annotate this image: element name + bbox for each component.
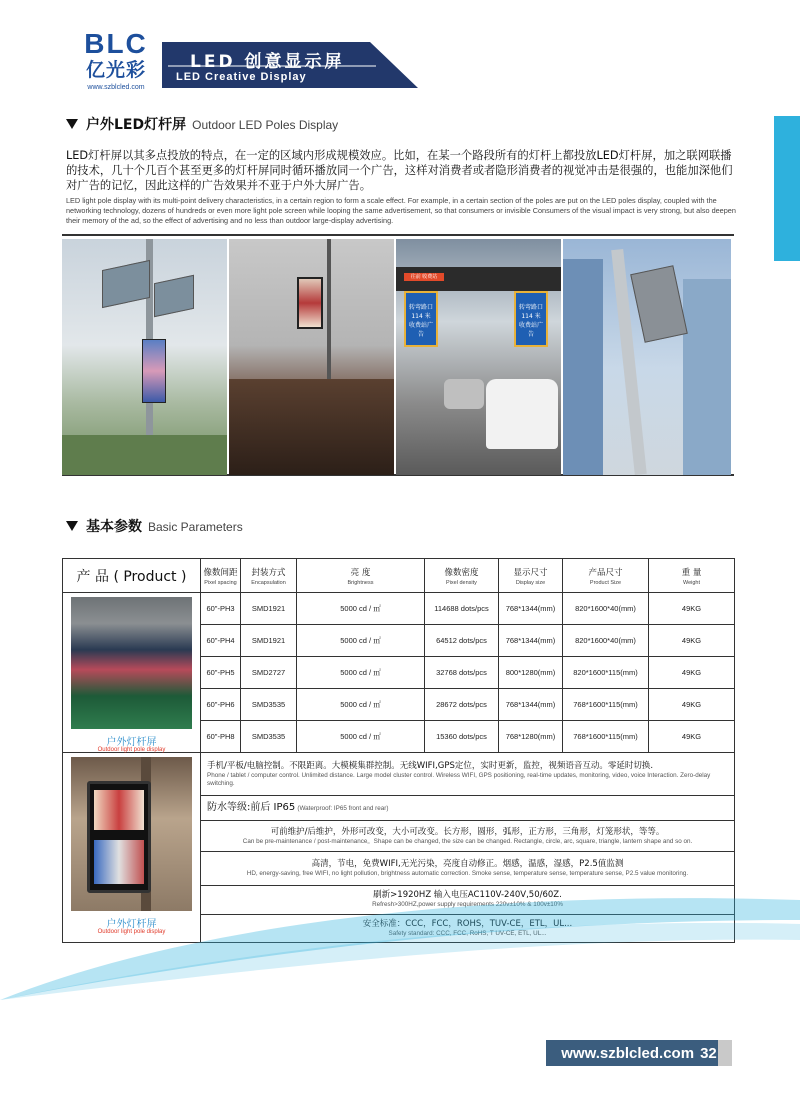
logo-mark: BLC bbox=[84, 28, 148, 59]
table-row: 60"-PH8 SMD3535 5000 cd / ㎡ 15360 dots/pcs 768*1280(mm) 768*1600*115(mm) 49KG bbox=[63, 721, 735, 753]
header-brightness: 亮 度 Brightness bbox=[297, 559, 425, 593]
table-row: 60"-PH4 SMD1921 5000 cd / ㎡ 64512 dots/pcs 768*1344(mm) 820*1600*40(mm) 49KG bbox=[63, 625, 735, 657]
header-weight: 重 量 Weight bbox=[649, 559, 735, 593]
banner-title: LED 创意显示屏 bbox=[190, 52, 345, 72]
feature-maintenance: 可前维护/后维护，外形可改变，大小可改变。长方形，圆形，弧形，正方形，三角形，灯笼形状，等等。 Can be pre-maintenance / post-maintenance。Shape can be changed, the size can be changed. Rectangle, circle, arc, square, triangle, lantern shape and so on. bbox=[201, 821, 735, 852]
product-image-cell-2 bbox=[63, 753, 201, 943]
product-image-cell bbox=[63, 593, 201, 753]
header-product: 产 品 ( Product ) bbox=[63, 559, 201, 593]
section-title-cn: 户外LED灯杆屏 bbox=[86, 117, 187, 133]
pole-led-screen bbox=[142, 339, 166, 403]
photo-city-pole bbox=[563, 239, 731, 475]
product-caption-cn: 户外灯杆屏 bbox=[106, 919, 157, 930]
toll-led-screen-right: 转弯路口 114 米 收费站广告 bbox=[514, 291, 548, 347]
intro-paragraph-cn: LED灯杆屏以其多点投放的特点，在一定的区域内形成规模效应。比如，在某一个路段所有的灯杆上都投放LED灯杆屏，加之联网联播的技术，几十个几百个甚至更多的灯杆屏同时循环播放同一个广告，这样对消费者或者隐形消费者的视觉冲击是很强的，也能加深他们对广告的记忆，因此这样的广告效果并不亚于户外大屏广告。 bbox=[66, 149, 733, 192]
footer-accent bbox=[718, 1040, 732, 1066]
product-photo-row bbox=[71, 597, 192, 729]
brand-logo bbox=[80, 30, 152, 91]
table-row: 60"-PH5 SMD2727 5000 cd / ㎡ 32768 dots/pcs 800*1280(mm) 820*1600*115(mm) 49KG bbox=[63, 657, 735, 689]
footer-url: www.szblcled.com bbox=[561, 1044, 695, 1062]
footer-bar bbox=[546, 1040, 732, 1066]
header-display-size: 显示尺寸 Display size bbox=[499, 559, 563, 593]
category-banner bbox=[162, 42, 418, 88]
params-table bbox=[62, 558, 735, 943]
photo-solar-pole bbox=[62, 239, 227, 475]
header-encapsulation: 封装方式 Encapsulation bbox=[241, 559, 297, 593]
feature-control: 手机/平板/电脑控制。不限距离。大模模集群控制。无线WIFI,GPS定位，实时更新，监控，视频语音互动。零延时切换. Phone / tablet / computer control. Unlimited distance. Large model cluster control. Wireless WIFI, GPS positioning, real-time updates, monitoring, video, voice Interaction. Zero-delay switching. bbox=[201, 753, 735, 796]
section-title-cn: 基本参数 bbox=[86, 519, 142, 535]
photo-toll-station bbox=[396, 239, 561, 475]
logo-url: www.szblcled.com bbox=[87, 84, 145, 91]
feature-safety: 安全标准：CCC，FCC，ROHS，TUV-CE，ETL，UL... Safety standard: CCC, FCC, RoHS, T UV-CE, ETL, UL... bbox=[201, 914, 735, 943]
header-pixel-density: 像数密度 Pixel density bbox=[425, 559, 499, 593]
toll-led-screen-left: 转弯路口 114 米 收费站广告 bbox=[404, 291, 438, 347]
table-row: 户外灯杆屏 Outdoor light pole display 60"-PH3 SMD1921 5000 cd / ㎡ 114688 dots/pcs 768*1344(mm) 820*1600*40(mm) 49KG bbox=[63, 593, 735, 625]
feature-energy: 高清，节电，免费WIFI,无光污染，亮度自动修正。烟感，温感，湿感，P2.5值监测 HD, energy-saving, free WIFI, no light pollution, brightness automatic correction. Smoke sense, temperature sense, temperature sense, P2.5 value monitoring. bbox=[201, 852, 735, 885]
feature-refresh: 刷新>1920HZ 输入电压AC110V-240V,50/60Z. Refresh>300HZ,power supply requirements 220v±10% & 100v±10% bbox=[201, 885, 735, 914]
photo-street-pole bbox=[229, 239, 394, 475]
page-number: 32 bbox=[700, 1044, 717, 1062]
product-caption-en: Outdoor light pole display bbox=[97, 747, 166, 753]
product-caption-cn: 户外灯杆屏 bbox=[106, 737, 157, 748]
solar-panel-right bbox=[154, 275, 194, 318]
feature-row bbox=[63, 753, 735, 796]
product-caption-en: Outdoor light pole display bbox=[97, 929, 166, 935]
solar-panel-left bbox=[102, 260, 150, 308]
pole-led-screen bbox=[87, 781, 151, 893]
pole-led-screen bbox=[297, 277, 323, 329]
side-accent-tab bbox=[774, 116, 800, 261]
toll-sign: 往前 收费站 bbox=[404, 273, 444, 281]
header-pixel-spacing: 像数间距 Pixel spacing bbox=[201, 559, 241, 593]
table-row: 60"-PH6 SMD3535 5000 cd / ㎡ 28672 dots/pcs 768*1344(mm) 768*1600*115(mm) 49KG bbox=[63, 689, 735, 721]
section-heading-params bbox=[66, 516, 243, 536]
logo-chinese-name: 亿光彩 bbox=[85, 59, 146, 81]
product-photo-pole bbox=[71, 757, 192, 911]
feature-waterproof: 防水等级:前后 IP65 (Waterproof: IP65 front and rear) bbox=[201, 796, 735, 821]
section-heading-outdoor bbox=[66, 114, 338, 134]
table-header-row bbox=[63, 559, 735, 593]
section-title-en: Basic Parameters bbox=[148, 520, 243, 534]
white-car bbox=[486, 379, 558, 449]
header-product-size: 产品尺寸 Product Size bbox=[563, 559, 649, 593]
triangle-bullet-icon bbox=[66, 521, 78, 531]
pole-led-screen-back bbox=[630, 265, 688, 343]
banner-subtitle: LED Creative Display bbox=[176, 71, 307, 83]
intro-paragraph-en: LED light pole display with its multi-point delivery characteristics, in a certain region to form a scale effect. For example, in a certain section of the poles are put on the LED poles display, coupled with the networking technology, dozens of hundreds or even more light pole screen while looping the same advertisement, so that consumers or invisible Consumers of the visual impact is very strong, but also deepen their memory of the ad, so the effect of advertising and no less than outdoor large-display advertising. bbox=[66, 196, 736, 225]
section-title-en: Outdoor LED Poles Display bbox=[192, 118, 339, 132]
triangle-bullet-icon bbox=[66, 119, 78, 129]
photo-strip bbox=[62, 234, 734, 476]
